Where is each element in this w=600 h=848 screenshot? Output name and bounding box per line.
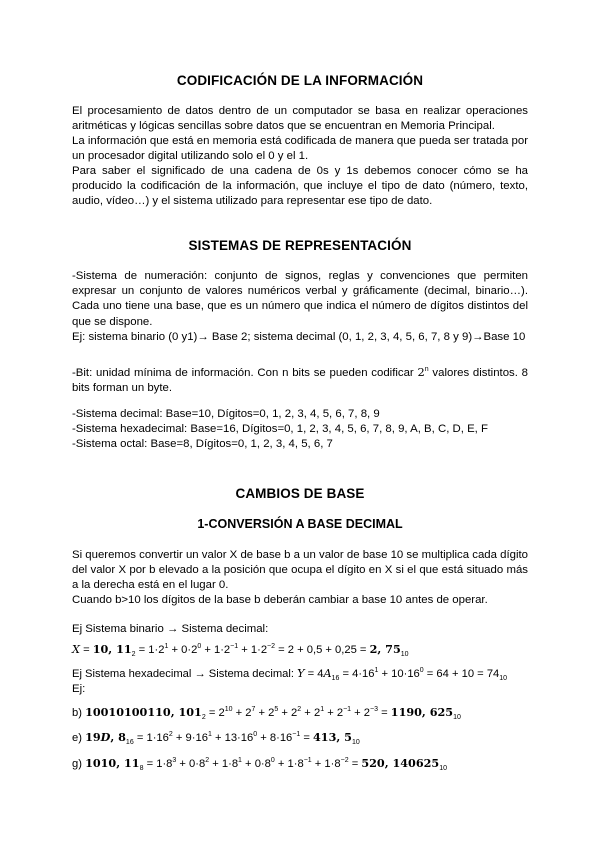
paragraph-conversion: Si queremos convertir un valor X de base b a un valor de base 10 se multiplica cada dígito del valor X por b elevado a la posición que ocupa el dígito en X si el que está situado más a la derecha está en el lugar 0. (72, 549, 528, 592)
heading-sistemas: SISTEMAS DE REPRESENTACIÓN (188, 238, 412, 253)
formula-binario: X = 10, $11_2 = 1\cdot 2^1 + 0\cdot 2^0 + 1\cdot 2^{-1} + 1\cdot 2^{-2} = 2 + 0,5 + 0,25 = 2$, $75_{10}$ (72, 642, 409, 658)
paragraph-ejemplo-bases: Ej: sistema binario (0 y1)→ Base 2; sistema decimal (0, 1, 2, 3, 4, 5, 6, 7, 8 y 9)→Base 10 (72, 331, 526, 343)
paragraph-bit (72, 362, 528, 396)
paragraph-procesamiento: El procesamiento de datos dentro de un computador se basa en realizar operaciones aritméticas y lógicas sencillas sobre datos que se encuentran en Memoria Principal. (72, 105, 528, 133)
formula-ejemplo-b: b) 10010100110, $101_2 = 2^{10} + 2^7 + 2^5 + 2^2 + 2^1 + 2^{-1} + 2^{-3} = 1190$, $625_{10}$ (72, 705, 461, 721)
label-ej: Ej: (72, 683, 86, 695)
paragraph-numeracion: -Sistema de numeración: conjunto de signos, reglas y convenciones que permiten expresar un conjunto de valores numéricos verbal y gráficamente (decimal, binario…). Cada uno tiene una base, que es un número que indica el número de dígitos distintos del que se dispone. (72, 270, 528, 328)
subheading-conversion-decimal: 1-CONVERSIÓN A BASE DECIMAL (197, 517, 403, 531)
paragraph-significado: Para saber el significado de una cadena de 0s y 1s debemos conocer cómo se ha producido la codificación de la información, que incluye el tipo de dato (número, texto, audio, vídeo…) y el sistema utilizado para representar ese tipo de dato. (72, 165, 528, 208)
bit-power-exp: n (424, 366, 429, 373)
label-e: e) (72, 732, 82, 744)
bit-text-after: valores distintos. 8 bits forman un byte. (72, 367, 529, 395)
label-ej-hexadecimal: Ej Sistema hexadecimal → Sistema decimal: (72, 668, 298, 680)
paragraph-memoria: La información que está en memoria está codificada de manera que pueda ser tratada por un procesador digital utilizando solo el 0 y el 1. (72, 135, 528, 163)
formula-ejemplo-e: e) 19D, $8_{16} = 1\cdot 16^2 + 9\cdot 16^1 + 13\cdot 16^0 + 8\cdot 16^{-1} = 413$, $5_{10}$ (72, 730, 360, 746)
heading-cambios-base: CAMBIOS DE BASE (235, 486, 365, 501)
label-ej-binario: Ej Sistema binario → Sistema decimal: (72, 623, 269, 635)
label-b: b) (72, 707, 82, 719)
line-sistema-decimal: -Sistema decimal: Base=10, Dígitos=0, 1, 2, 3, 4, 5, 6, 7, 8, 9 (72, 408, 380, 420)
bit-power-base: 2 (417, 365, 425, 379)
line-sistema-hexadecimal: -Sistema hexadecimal: Base=16, Dígitos=0, 1, 2, 3, 4, 5, 6, 7, 8, 9, A, B, C, D, E, F (72, 423, 488, 435)
formula-ejemplo-g: g) 1010, $11_8 = 1\cdot 8^3 + 0\cdot 8^2 + 1\cdot 8^1 + 0\cdot 8^0 + 1\cdot 8^{-1} + 1\cdot 8^{-2} = 520$, $140625_{10}$ (72, 756, 447, 772)
bit-text-before: -Bit: unidad mínima de información. Con n bits se pueden codificar (72, 367, 418, 379)
line-sistema-octal: -Sistema octal: Base=8, Dígitos=0, 1, 2, 3, 4, 5, 6, 7 (72, 438, 333, 450)
formula-hexadecimal: Ej Sistema hexadecimal → Sistema decimal: $Y = 4A_{16} = 4\cdot 16^1 + 10\cdot 16^0 = 64 + 10 = 74_{10}$ (72, 667, 508, 682)
heading-codificacion: CODIFICACIÓN DE LA INFORMACIÓN (176, 73, 424, 88)
label-g: g) (72, 758, 82, 770)
paragraph-cuando-b: Cuando b>10 los dígitos de la base b deberán cambiar a base 10 antes de operar. (72, 594, 488, 606)
